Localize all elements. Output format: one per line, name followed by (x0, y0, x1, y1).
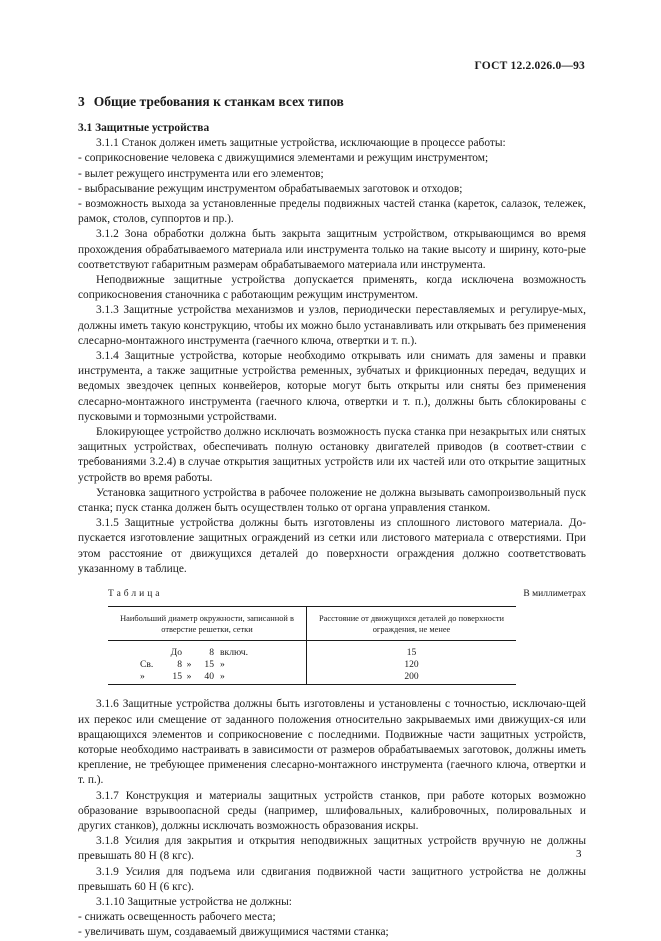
page-number: 3 (576, 848, 582, 860)
table-row (108, 659, 516, 671)
paragraph: 3.1.5 Защитные устройства должны быть изготовлены из сплошного листового материала. До-пускается изготовление защитных ограждений из сетки или листового материала с отверстиями. При этом расстояние от движущихся деталей до поверхности ограждения должно соответствовать указанному в таблице. (78, 517, 586, 575)
list-item: - увеличивать шум, создаваемый движущимися частями станка; (78, 926, 389, 939)
table-header-diameter: Наибольший диаметр окружности, записанной в отверстие решетки, сетки (108, 607, 307, 641)
range-suffix: » (220, 659, 225, 671)
table-header-distance: Расстояние от движущихся деталей до поверхности ограждения, не менее (307, 607, 517, 641)
paragraph: 3.1.6 Защитные устройства должны быть изготовлены и установлены с точностью, исключаю-щей их перекос или смещение от заданного положения относительно закрываемых ими движущих-ся или вращающихся элементов и соприкосновение с последними. Подвижные части защитных устройств, которые необходимо настраивать в зависимости от размеров обрабатываемых заготовок, должны иметь крепление, не требующее применения слесарно-монтажного инструмента (гаечного ключа, отвертки и т. п.). (78, 698, 586, 787)
subsection-title: 3.1 Защитные устройства (78, 122, 210, 134)
paragraph: Блокирующее устройство должно исключать возможность пуска станка при незакрытых или снятых защитных устройствах, обеспечивать полную остановку двигателей приводов (в соответ-ствии с требованиями 3.2.4) в случае открытия защитных устройств или их частей или ото открытие защитных устройств во время работы. (78, 426, 586, 484)
range-prefix: Св. (140, 659, 154, 671)
table-cell-range (108, 659, 307, 671)
paragraph: 3.1.7 Конструкция и материалы защитных устройств станков, при работе которых возможно образование взрывоопасной среды (например, шлифовальных, калибровочных, полировальных и других станков), должны исключать возможность образования искры. (78, 789, 586, 832)
list-item: - соприкосновение человека с движущимися элементами и режущим инструментом; (78, 152, 489, 165)
list-item: - снижать освещенность рабочего места; (78, 911, 276, 924)
range-prefix: » (140, 671, 145, 683)
distance-table (108, 606, 516, 685)
page-body (78, 121, 586, 941)
range-from: 15 (172, 671, 182, 683)
list-item: - выбрасывание режущим инструментом обрабатываемых заготовок и отходов; (78, 182, 463, 195)
paragraph: 3.1.8 Усилия для закрытия и открытия неподвижных защитных устройств вручную не должны превышать 80 Н (8 кгс). (78, 835, 586, 863)
table-units: В миллиметрах (523, 589, 586, 600)
paragraph: 3.1.10 Защитные устройства не должны: (96, 895, 292, 908)
range-mark: » (186, 659, 192, 671)
paragraph: 3.1.4 Защитные устройства, которые необходимо открывать или снимать для замены и правки инструмента, а также защитные устройства ременных, зубчатых и фрикционных передач, ведущих и ведомых звездочек цепных конвейеров, которые могут быть открыты или сняты без применения слесарно-монтажного инструмента (гаечного ключа, отвертки и т. п.), должны быть сблокированы с пусковыми и тормозными устройствами. (78, 350, 586, 423)
paragraph: Установка защитного устройства в рабочее положение не должна вызывать самопроизвольный пуск станка; пуск станка должен быть осуществлен только от органа управления станком. (78, 486, 586, 515)
range-to: 40 (204, 671, 214, 683)
range-mark (182, 647, 196, 659)
range-to: 8 (209, 647, 214, 659)
list-item: - вылет режущего инструмента или его элементов; (78, 167, 324, 180)
paragraph: 3.1.9 Усилия для подъема или сдвигания подвижной части защитного устройства не должны превышать 60 Н (6 кгс). (78, 865, 586, 893)
table-cell-range (108, 671, 307, 685)
range-suffix: » (220, 671, 225, 683)
table-cell-value: 200 (307, 671, 517, 685)
range-from: 8 (177, 659, 182, 671)
range-mark: » (186, 671, 192, 683)
list-item: - возможность выхода за установленные пределы подвижных частей станка (кареток, салазок, тележек, рамок, столов, суппортов и пр.). (78, 198, 586, 226)
table-caption (78, 587, 586, 602)
table-cell-value: 120 (404, 660, 419, 671)
paragraph: 3.1.3 Защитные устройства механизмов и узлов, периодически переставляемых и регулируе-мых, должны иметь такую конструкцию, чтобы их можно было устанавливать или открывать без применения слесарно-монтажного инструмента (гаечного ключа, отвертки и т. п.). (78, 304, 586, 347)
table-row (108, 671, 516, 685)
range-prefix (140, 647, 166, 659)
table-cell-range (108, 641, 307, 660)
post-table-section (78, 697, 586, 940)
range-from: До (170, 647, 182, 659)
section-heading (78, 94, 344, 110)
table-row (108, 641, 516, 660)
paragraph: 3.1.1 Станок должен иметь защитные устройства, исключающие в процессе работы: (96, 137, 506, 150)
section-title: Общие требования к станкам всех типов (93, 94, 344, 109)
paragraph: 3.1.2 Зона обработки должна быть закрыта защитным устройством, открывающимся во время прохождения обрабатываемого материала или инструмента только на такие высоту и ширину, кото-рые соответствуют габаритным размерам обрабатываемого материала или инструмента. (78, 228, 586, 271)
document-code-header: ГОСТ 12.2.026.0—93 (474, 60, 585, 72)
range-suffix: включ. (220, 647, 249, 659)
range-to: 15 (204, 659, 214, 671)
table-cell-value: 15 (406, 648, 417, 659)
section-number: 3 (78, 94, 85, 109)
table-label: Таблица (108, 589, 163, 600)
paragraph: Неподвижные защитные устройства допускается применять, когда исключена возможность соприкосновения станочника с работающим режущим инструментом. (78, 274, 586, 302)
